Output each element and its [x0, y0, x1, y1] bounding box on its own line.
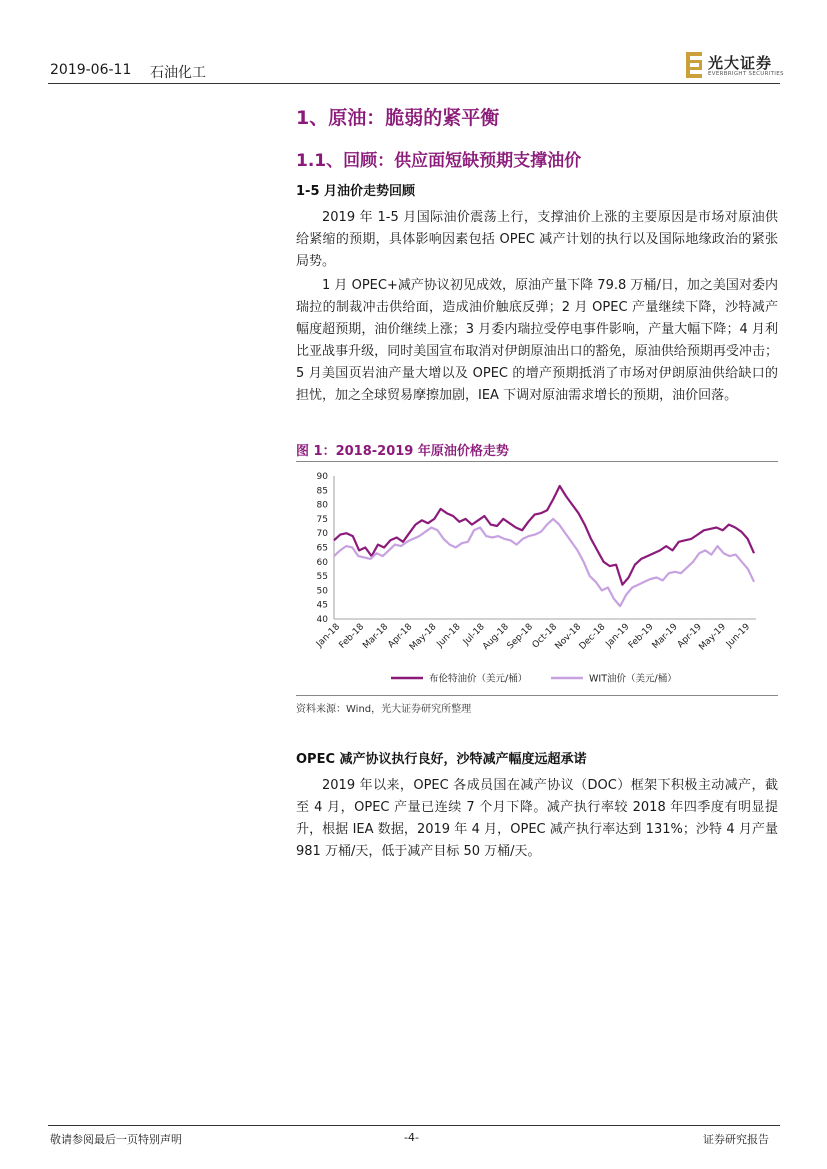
footer-disclaimer: 敬请参阅最后一页特别声明: [50, 1133, 182, 1146]
y-tick-label: 90: [316, 472, 328, 482]
page-number: -4-: [404, 1131, 419, 1144]
figure-title: 图 1：2018-2019 年原油价格走势: [296, 444, 509, 459]
y-tick-label: 85: [316, 486, 328, 497]
y-tick-label: 45: [316, 600, 328, 611]
x-tick-label: Aug-18: [481, 622, 511, 652]
y-tick-label: 80: [316, 500, 328, 511]
figure-bottom-rule: [296, 695, 778, 696]
body-paragraph-3: 2019 年以来，OPEC 各成员国在减产协议（DOC）框架下积极主动减产，截至 4 月，OPEC 产量已连续 7 个月下降。减产执行率较 2018 年四季度有明显提升，根据 IEA 数据，2019 年 4 月，OPEC 减产执行率达到 131%；沙特 4 月产量 981 万桶/天，低于减产目标 50 万桶/天。: [296, 778, 778, 859]
x-tick-label: Oct-18: [530, 622, 560, 651]
paragraph-heading-2: OPEC 减产协议执行良好，沙特减产幅度远超承诺: [296, 752, 587, 767]
y-tick-label: 60: [316, 557, 328, 568]
logo-name-cn: 光大证券: [708, 54, 773, 72]
series-line-0: [334, 486, 754, 585]
x-tick-label: Sep-18: [505, 622, 536, 652]
x-tick-label: Jun-19: [724, 622, 753, 650]
body-paragraph-1: 2019 年 1-5 月国际油价震荡上行，支撑油价上涨的主要原因是市场对原油供给紧缩的预期，具体影响因素包括 OPEC 减产计划的执行以及国际地缘政治的紧张局势。: [296, 210, 778, 269]
y-tick-label: 50: [316, 586, 328, 597]
series-line-1: [334, 519, 754, 606]
x-tick-label: May-18: [408, 622, 439, 653]
x-tick-label: Apr-19: [675, 622, 704, 651]
header-divider: [48, 83, 780, 84]
y-tick-label: 40: [316, 615, 328, 625]
x-tick-label: Mar-18: [361, 622, 391, 652]
x-tick-label: Jul-18: [461, 622, 487, 648]
footer-report-type: 证券研究报告: [703, 1133, 769, 1146]
x-tick-label: Nov-18: [553, 622, 584, 652]
x-tick-label: Jan-18: [314, 622, 343, 650]
y-tick-label: 65: [316, 543, 328, 554]
legend-label: 布伦特油价（美元/桶）: [429, 673, 528, 685]
subsection-heading: 1.1、回顾：供应面短缺预期支撑油价: [296, 151, 582, 171]
report-sector: 石油化工: [150, 65, 206, 81]
company-logo: [686, 52, 782, 80]
oil-price-line-chart: [296, 462, 778, 694]
figure-source: 资料来源：Wind，光大证券研究所整理: [296, 704, 472, 715]
legend-label: WIT油价（美元/桶）: [589, 673, 677, 685]
x-tick-label: Mar-19: [650, 622, 680, 652]
logo-name-en: EVERBRIGHT SECURITIES: [708, 71, 784, 77]
x-tick-label: Feb-18: [337, 622, 367, 651]
y-tick-label: 70: [316, 529, 328, 540]
logo-mark-icon: [686, 52, 702, 78]
x-tick-label: Apr-18: [386, 622, 415, 651]
x-tick-label: May-19: [697, 622, 729, 653]
footer-divider: [48, 1125, 780, 1126]
y-tick-label: 75: [316, 514, 328, 525]
x-tick-label: Feb-19: [626, 622, 656, 651]
report-date: 2019-06-11: [50, 62, 132, 78]
section-heading: 1、原油：脆弱的紧平衡: [296, 107, 500, 129]
body-paragraph-2: 1 月 OPEC+减产协议初见成效，原油产量下降 79.8 万桶/日，加之美国对委内瑞拉的制裁冲击供给面，造成油价触底反弹；2 月 OPEC 产量继续下降，沙特减产幅度超预期，油价继续上涨；3 月委内瑞拉受停电事件影响，产量大幅下降；4 月利比亚战事升级，同时美国宣布取消对伊朗原油出口的豁免，原油供给预期再受冲击；5 月美国页岩油产量大增以及 OPEC 的增产预期抵消了市场对伊朗原油供给缺口的担忧，加之全球贸易摩擦加剧，IEA 下调对原油需求增长的预期，油价回落。: [296, 278, 778, 403]
x-tick-label: Jun-18: [435, 622, 463, 650]
x-tick-label: Jan-19: [604, 622, 632, 650]
paragraph-heading: 1-5 月油价走势回顾: [296, 184, 416, 199]
x-tick-label: Dec-18: [577, 622, 608, 652]
y-tick-label: 55: [316, 572, 328, 583]
